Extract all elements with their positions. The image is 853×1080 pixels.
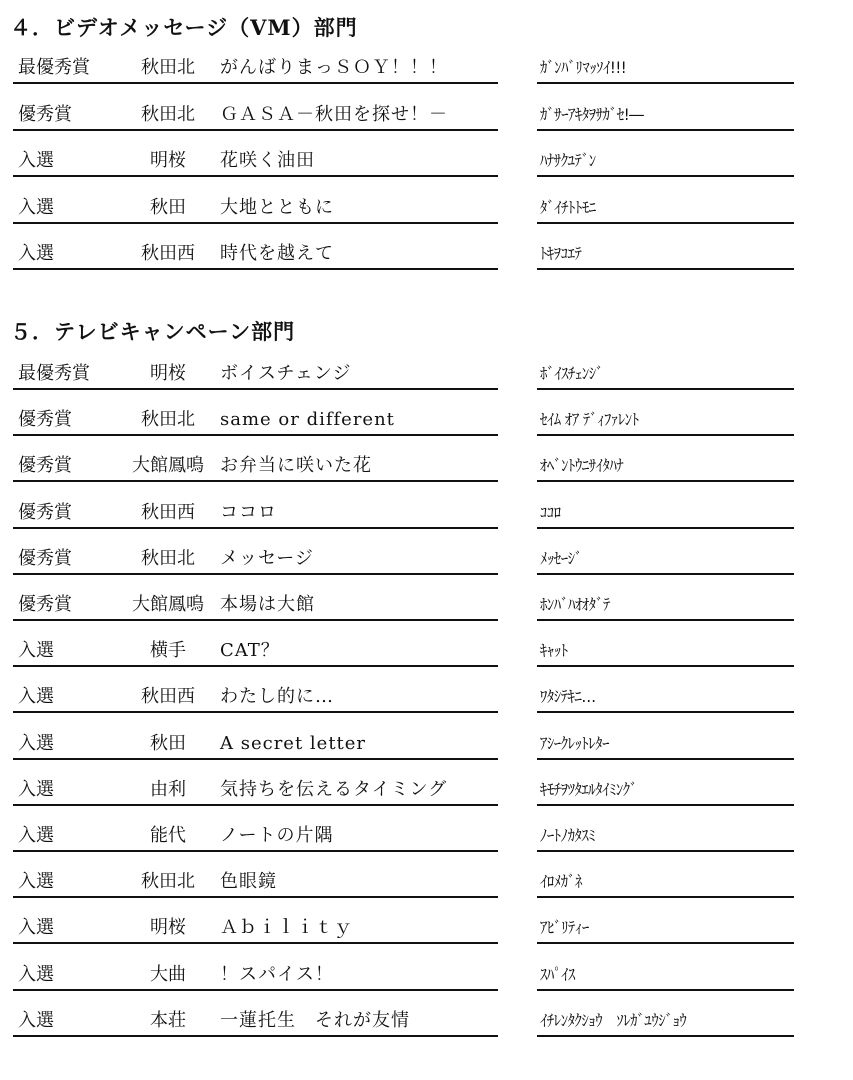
school-name: 本荘 [150, 1009, 186, 1031]
award-label: 入選 [18, 243, 54, 264]
work-title-kana: ｶﾞﾝﾊﾞﾘﾏｯｿｲ!!! [540, 58, 627, 77]
row-underline [13, 1035, 498, 1037]
work-title-kana: ｷｬｯﾄ [540, 641, 568, 661]
kana-underline [537, 527, 794, 529]
row-underline [13, 896, 498, 898]
school-name: 横手 [150, 640, 186, 662]
row-underline [13, 665, 498, 667]
table-row [0, 48, 853, 84]
section-vm-title: ４．ビデオメッセージ（VM）部門 [10, 15, 358, 40]
table-row [0, 141, 853, 177]
table-row [0, 770, 853, 806]
work-title-kana: ｲﾁﾚﾝﾀｸｼｮｳ ｿﾚｶﾞﾕｳｼﾞｮｳ [540, 1010, 687, 1030]
table-row [0, 677, 853, 713]
work-title-kana: ｱﾋﾞﾘﾃｨｰ [540, 918, 589, 938]
table-row [0, 1001, 853, 1037]
kana-underline [537, 758, 794, 760]
row-underline [13, 758, 498, 760]
work-title: 時代を越えて [220, 243, 334, 264]
kana-underline [537, 480, 794, 482]
work-title-kana: ｾｲﾑ ｵｱ ﾃﾞｨﾌｧﾚﾝﾄ [540, 410, 639, 430]
work-title-kana: ﾒｯｾｰｼﾞ [540, 548, 582, 568]
kana-underline [537, 434, 794, 436]
school-name: 大館鳳鳴 [132, 594, 204, 615]
work-title: がんばりまっＳＯＹ！！！ [220, 57, 448, 78]
table-row [0, 585, 853, 621]
kana-underline [537, 804, 794, 806]
table-row [0, 446, 853, 482]
kana-underline [537, 989, 794, 991]
school-name: 秋田北 [141, 103, 195, 125]
table-row [0, 539, 853, 575]
work-title: 色眼鏡 [220, 871, 277, 893]
row-underline [13, 129, 498, 131]
table-row [0, 955, 853, 991]
award-label: 優秀賞 [18, 455, 72, 477]
table-row [0, 724, 853, 760]
kana-underline [537, 388, 794, 390]
table-row [0, 95, 853, 131]
award-label: 入選 [18, 686, 54, 708]
work-title-kana: ｽﾊﾟｲｽ [540, 964, 575, 984]
work-title: ＧＡＳＡ－秋田を探せ！－ [220, 103, 448, 125]
kana-underline [537, 619, 794, 621]
kana-underline [537, 222, 794, 224]
row-underline [13, 222, 498, 224]
work-title: ココロ [220, 501, 277, 523]
award-label: 入選 [18, 778, 54, 800]
work-title-kana: ｵﾍﾞﾝﾄｳﾆｻｲﾀﾊﾅ [540, 456, 624, 476]
school-name: 秋田西 [141, 243, 195, 264]
row-underline [13, 804, 498, 806]
work-title: A secret letter [220, 732, 367, 754]
school-name: 明桜 [150, 363, 186, 384]
work-title: ボイスチェンジ [220, 363, 352, 384]
school-name: 秋田北 [141, 409, 195, 431]
kana-underline [537, 850, 794, 852]
work-title: 一蓮托生 それが友情 [220, 1009, 410, 1031]
row-underline [13, 82, 498, 84]
work-title-kana: ｷﾓﾁｦﾂﾀｴﾙﾀｲﾐﾝｸﾞ [540, 779, 638, 799]
work-title: 本場は大館 [220, 594, 315, 615]
award-label: 入選 [18, 825, 54, 846]
work-title-kana: ﾎﾞｲｽﾁｪﾝｼﾞ [540, 364, 604, 383]
work-title-kana: ﾊﾅｻｸﾕﾃﾞﾝ [540, 151, 596, 170]
award-label: 最優秀賞 [18, 363, 90, 384]
kana-underline [537, 175, 794, 177]
award-label: 最優秀賞 [18, 57, 90, 78]
table-row [0, 631, 853, 667]
work-title: ！スパイス！ [220, 963, 334, 985]
table-row [0, 816, 853, 852]
row-underline [13, 989, 498, 991]
work-title-kana: ﾉｰﾄﾉｶﾀｽﾐ [540, 826, 596, 845]
school-name: 秋田北 [141, 57, 195, 78]
kana-underline [537, 942, 794, 944]
kana-underline [537, 268, 794, 270]
school-name: 大館鳳鳴 [132, 455, 204, 477]
kana-underline [537, 129, 794, 131]
work-title: わたし的に… [220, 686, 334, 708]
school-name: 秋田西 [141, 686, 195, 708]
school-name: 秋田北 [141, 547, 195, 569]
award-label: 優秀賞 [18, 594, 72, 615]
row-underline [13, 711, 498, 713]
kana-underline [537, 896, 794, 898]
table-row [0, 188, 853, 224]
row-underline [13, 388, 498, 390]
row-underline [13, 573, 498, 575]
work-title-kana: ｲﾛﾒｶﾞﾈ [540, 872, 582, 892]
row-underline [13, 850, 498, 852]
award-label: 入選 [18, 150, 54, 171]
work-title-kana: ﾜﾀｼﾃｷﾆ… [540, 687, 596, 707]
work-title: 気持ちを伝えるタイミング [220, 778, 448, 800]
award-label: 入選 [18, 963, 54, 985]
school-name: 秋田 [150, 732, 186, 754]
award-label: 入選 [18, 640, 54, 662]
work-title: ノートの片隅 [220, 825, 334, 846]
award-label: 入選 [18, 196, 54, 218]
row-underline [13, 175, 498, 177]
work-title: お弁当に咲いた花 [220, 455, 372, 477]
section-tv-title: ５．テレビキャンペーン部門 [10, 319, 296, 344]
school-name: 由利 [150, 778, 186, 800]
award-label: 優秀賞 [18, 547, 72, 569]
school-name: 秋田西 [141, 501, 195, 523]
kana-underline [537, 573, 794, 575]
kana-underline [537, 665, 794, 667]
school-name: 秋田北 [141, 871, 195, 893]
award-label: 入選 [18, 871, 54, 893]
work-title-kana: ｱｼｰｸﾚｯﾄﾚﾀｰ [540, 733, 610, 753]
award-label: 優秀賞 [18, 501, 72, 523]
work-title: same or different [220, 409, 395, 431]
work-title-kana: ﾎﾝﾊﾞﾊｵｵﾀﾞﾃ [540, 595, 610, 614]
work-title-kana: ﾀﾞｲﾁﾄﾄﾓﾆ [540, 197, 596, 217]
table-row [0, 354, 853, 390]
row-underline [13, 942, 498, 944]
work-title-kana: ｺｺﾛ [540, 502, 561, 522]
school-name: 明桜 [150, 150, 186, 171]
school-name: 秋田 [150, 196, 186, 218]
work-title-kana: ｶﾞｻｰｱｷﾀｦｻｶﾞｾ!― [540, 104, 644, 124]
work-title-kana: ﾄｷｦｺｴﾃ [540, 244, 582, 263]
row-underline [13, 527, 498, 529]
award-label: 入選 [18, 1009, 54, 1031]
table-row [0, 908, 853, 944]
work-title: CAT？ [220, 640, 280, 662]
row-underline [13, 434, 498, 436]
kana-underline [537, 1035, 794, 1037]
work-title: メッセージ [220, 547, 314, 569]
kana-underline [537, 82, 794, 84]
work-title: 大地とともに [220, 196, 334, 218]
school-name: 大曲 [150, 963, 186, 985]
school-name: 能代 [150, 825, 186, 846]
award-label: 優秀賞 [18, 409, 72, 431]
award-label: 入選 [18, 732, 54, 754]
school-name: 明桜 [150, 917, 186, 939]
row-underline [13, 619, 498, 621]
table-row [0, 400, 853, 436]
award-label: 優秀賞 [18, 103, 72, 125]
row-underline [13, 480, 498, 482]
table-row [0, 493, 853, 529]
table-row [0, 862, 853, 898]
table-row [0, 234, 853, 270]
work-title: 花咲く油田 [220, 150, 315, 171]
work-title: Ａｂｉｌｉｔｙ [220, 917, 353, 939]
kana-underline [537, 711, 794, 713]
row-underline [13, 268, 498, 270]
award-label: 入選 [18, 917, 54, 939]
